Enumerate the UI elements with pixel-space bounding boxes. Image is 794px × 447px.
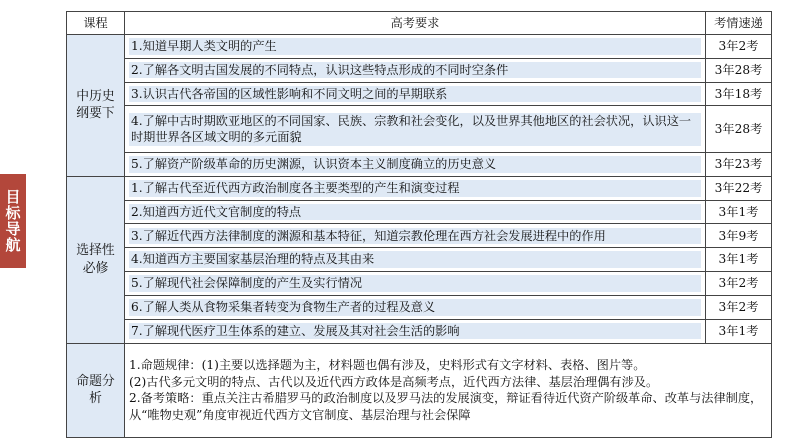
count-cell: 3年2考 bbox=[706, 35, 772, 59]
table-row bbox=[67, 35, 772, 59]
count-cell: 3年22考 bbox=[706, 176, 772, 200]
table-header-row bbox=[67, 12, 772, 35]
table-row bbox=[67, 224, 772, 248]
requirement-text: 3.了解近代西方法律制度的渊源和基本特征，知道宗教伦理在西方社会发展进程中的作用 bbox=[129, 228, 701, 244]
requirement-text: 2.了解各文明古国发展的不同特点，认识这些特点形成的不同时空条件 bbox=[129, 62, 701, 78]
requirement-text: 2.知道西方近代文官制度的特点 bbox=[129, 204, 701, 220]
table-row bbox=[67, 153, 772, 177]
requirement-cell bbox=[125, 58, 706, 82]
requirement-cell bbox=[125, 319, 706, 343]
header-requirement: 高考要求 bbox=[125, 12, 706, 35]
table-row bbox=[67, 272, 772, 296]
count-cell: 3年9考 bbox=[706, 224, 772, 248]
requirement-text: 4.知道西方主要国家基层治理的特点及其由来 bbox=[129, 251, 701, 267]
count-cell: 3年2考 bbox=[706, 295, 772, 319]
course-label: 选择性必修 bbox=[76, 243, 115, 276]
requirement-cell bbox=[125, 176, 706, 200]
requirement-text: 6.了解人类从食物采集者转变为食物生产者的过程及意义 bbox=[129, 299, 701, 315]
header-course: 课程 bbox=[67, 12, 125, 35]
requirement-text: 5.了解资产阶级革命的历史渊源，认识资本主义制度确立的历史意义 bbox=[129, 156, 701, 172]
requirement-text: 7.了解现代医疗卫生体系的建立、发展及其对社会生活的影响 bbox=[129, 323, 701, 339]
course-label: 中历史纲要下 bbox=[76, 89, 115, 122]
table-row bbox=[67, 58, 772, 82]
requirement-cell bbox=[125, 295, 706, 319]
count-cell: 3年28考 bbox=[706, 106, 772, 153]
table-row bbox=[67, 319, 772, 343]
analysis-label-cell bbox=[67, 343, 125, 437]
table-row bbox=[67, 176, 772, 200]
analysis-row bbox=[67, 343, 772, 437]
count-cell: 3年18考 bbox=[706, 82, 772, 106]
analysis-line: 2.备考策略：重点关注古希腊罗马的政治制度以及罗马法的发展演变，辩证看待近代资产阶级革命、改革与法律制度，从“唯物史观”角度审视近代西方文官制度、基层治理与社会保障 bbox=[129, 391, 763, 422]
course-cell-elective bbox=[67, 176, 125, 343]
course-cell-outline bbox=[67, 35, 125, 177]
analysis-label: 命题分析 bbox=[76, 374, 115, 407]
requirement-cell bbox=[125, 272, 706, 296]
table-row bbox=[67, 248, 772, 272]
count-cell: 3年28考 bbox=[706, 58, 772, 82]
count-cell: 3年1考 bbox=[706, 200, 772, 224]
requirements-table bbox=[66, 11, 772, 438]
requirement-cell bbox=[125, 82, 706, 106]
requirement-cell bbox=[125, 35, 706, 59]
count-cell: 3年1考 bbox=[706, 248, 772, 272]
requirement-cell bbox=[125, 248, 706, 272]
requirement-cell bbox=[125, 153, 706, 177]
requirement-text: 4.了解中古时期欧亚地区的不同国家、民族、宗教和社会变化，以及世界其他地区的社会状况，认识这一时期世界各区域文明的多元面貌 bbox=[129, 113, 701, 146]
requirement-cell bbox=[125, 200, 706, 224]
count-cell: 3年23考 bbox=[706, 153, 772, 177]
table-row bbox=[67, 82, 772, 106]
requirement-text: 5.了解现代社会保障制度的产生及实行情况 bbox=[129, 275, 701, 291]
count-cell: 3年1考 bbox=[706, 319, 772, 343]
requirement-text: 1.了解古代至近代西方政治制度各主要类型的产生和演变过程 bbox=[129, 180, 701, 196]
count-cell: 3年2考 bbox=[706, 272, 772, 296]
analysis-line: 1.命题规律：(1)主要以选择题为主，材料题也偶有涉及，史料形式有文字材料、表格、图片等。 bbox=[129, 358, 646, 373]
requirement-text: 1.知道早期人类文明的产生 bbox=[129, 38, 701, 54]
side-navigation-tab[interactable]: 目标导航 bbox=[0, 174, 26, 268]
requirement-cell bbox=[125, 106, 706, 153]
header-count: 考情速递 bbox=[706, 12, 772, 35]
table-row bbox=[67, 106, 772, 153]
analysis-line: (2)古代多元文明的特点、古代以及近代西方政体是高频考点，近代西方法律、基层治理偶有涉及。 bbox=[129, 374, 659, 389]
analysis-content bbox=[125, 343, 772, 437]
table-row bbox=[67, 295, 772, 319]
requirement-cell bbox=[125, 224, 706, 248]
table-row bbox=[67, 200, 772, 224]
requirement-text: 3.认识古代各帝国的区域性影响和不同文明之间的早期联系 bbox=[129, 86, 701, 102]
